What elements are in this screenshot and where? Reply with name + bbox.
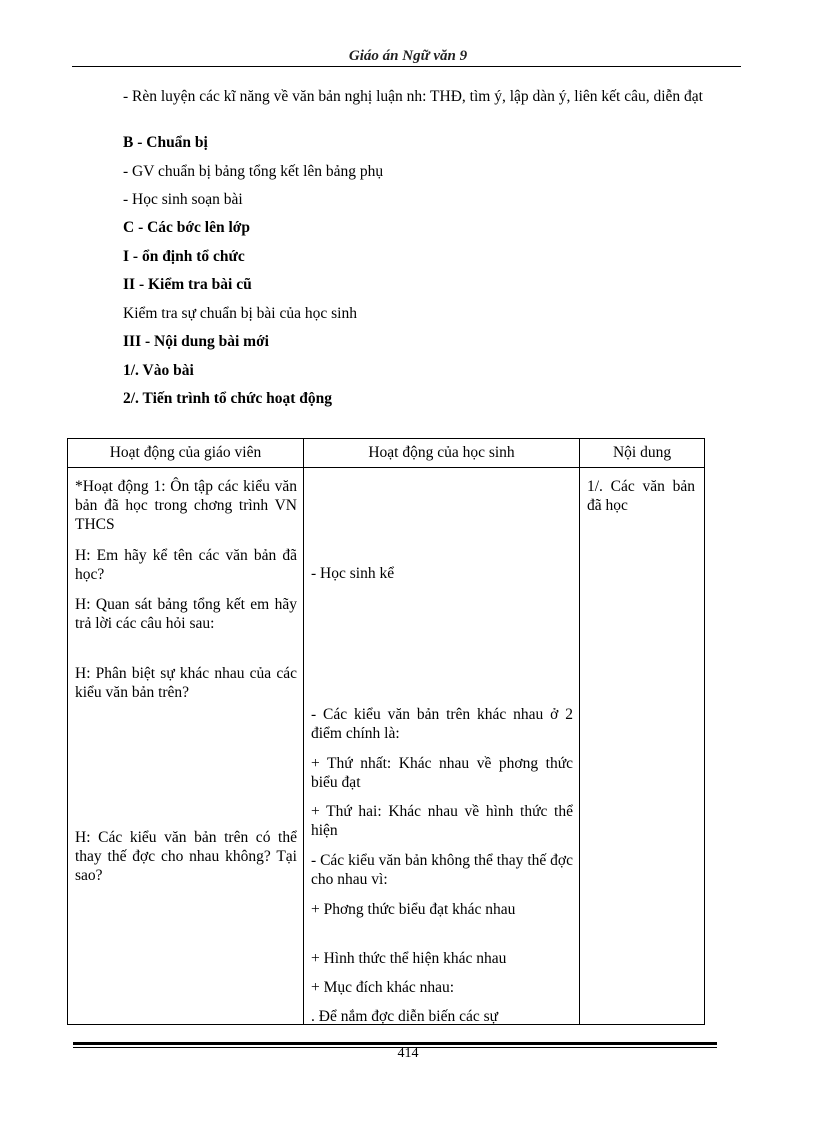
teacher-question-3: H: Phân biệt sự khác nhau của các kiểu văn bản trên? (75, 665, 297, 701)
page-header-title: Giáo án Ngữ văn 9 (348, 48, 468, 64)
student-column (304, 468, 580, 1025)
content-item-1: 1/. Các văn bản đã học (587, 478, 695, 514)
header-content: Nội dung (580, 439, 705, 468)
teacher-question-1: H: Em hãy kể tên các văn bản đã học? (75, 547, 297, 583)
student-answer-2: - Các kiểu văn bản trên khác nhau ở 2 điểm chính là: (311, 706, 573, 742)
student-answer-8: + Mục đích khác nhau: (311, 979, 455, 996)
prep-item-2: - Học sinh soạn bài (123, 191, 243, 208)
student-answer-9: . Để nắm đợc diễn biến các sự (311, 1008, 499, 1024)
step-2-heading: II - Kiểm tra bài cũ (123, 276, 252, 293)
student-answer-5: - Các kiểu văn bản không thể thay thế đợc cho nhau vì: (311, 852, 573, 888)
student-answer-7: + Hình thức thể hiện khác nhau (311, 950, 507, 967)
activity-table (67, 438, 705, 1025)
step-3-1-heading: 1/. Vào bài (123, 362, 194, 379)
student-answer-6: + Phơng thức biểu đạt khác nhau (311, 901, 516, 918)
page-number: 414 (397, 1046, 419, 1061)
teacher-activity-1: *Hoạt động 1: Ôn tập các kiểu văn bản đã học trong chơng trình VN THCS (75, 478, 297, 533)
table-header-row (68, 439, 705, 468)
step-2-text: Kiểm tra sự chuẩn bị bài của học sinh (123, 305, 357, 322)
student-answer-4: + Thứ hai: Khác nhau về hình thức thể hiện (311, 803, 573, 839)
section-c-heading: C - Các bớc lên lớp (123, 219, 250, 236)
header-student: Hoạt động của học sinh (304, 439, 580, 468)
prep-item-1: - GV chuẩn bị bảng tổng kết lên bảng phụ (123, 163, 384, 180)
table-row (68, 468, 705, 1025)
step-3-2-heading: 2/. Tiến trình tổ chức hoạt động (123, 390, 332, 407)
teacher-question-4: H: Các kiểu văn bản trên có thể thay thế đợc cho nhau không? Tại sao? (75, 829, 297, 884)
student-answer-3: + Thứ nhất: Khác nhau về phơng thức biểu đạt (311, 755, 573, 791)
student-answer-1: - Học sinh kể (311, 565, 395, 582)
step-1-heading: I - ổn định tổ chức (123, 248, 245, 265)
intro-paragraph: - Rèn luyện các kĩ năng về văn bản nghị luận nh: THĐ, tìm ý, lập dàn ý, liên kết câu, diễn đạt (123, 88, 703, 105)
header-teacher: Hoạt động của giáo viên (68, 439, 304, 468)
footer-divider-thick (73, 1042, 717, 1045)
section-b-heading: B - Chuẩn bị (123, 134, 208, 151)
header-divider (72, 66, 741, 67)
content-column (580, 468, 705, 1025)
teacher-question-2: H: Quan sát bảng tổng kết em hãy trả lời các câu hỏi sau: (75, 596, 297, 632)
step-3-heading: III - Nội dung bài mới (123, 333, 269, 350)
teacher-column (68, 468, 304, 1025)
